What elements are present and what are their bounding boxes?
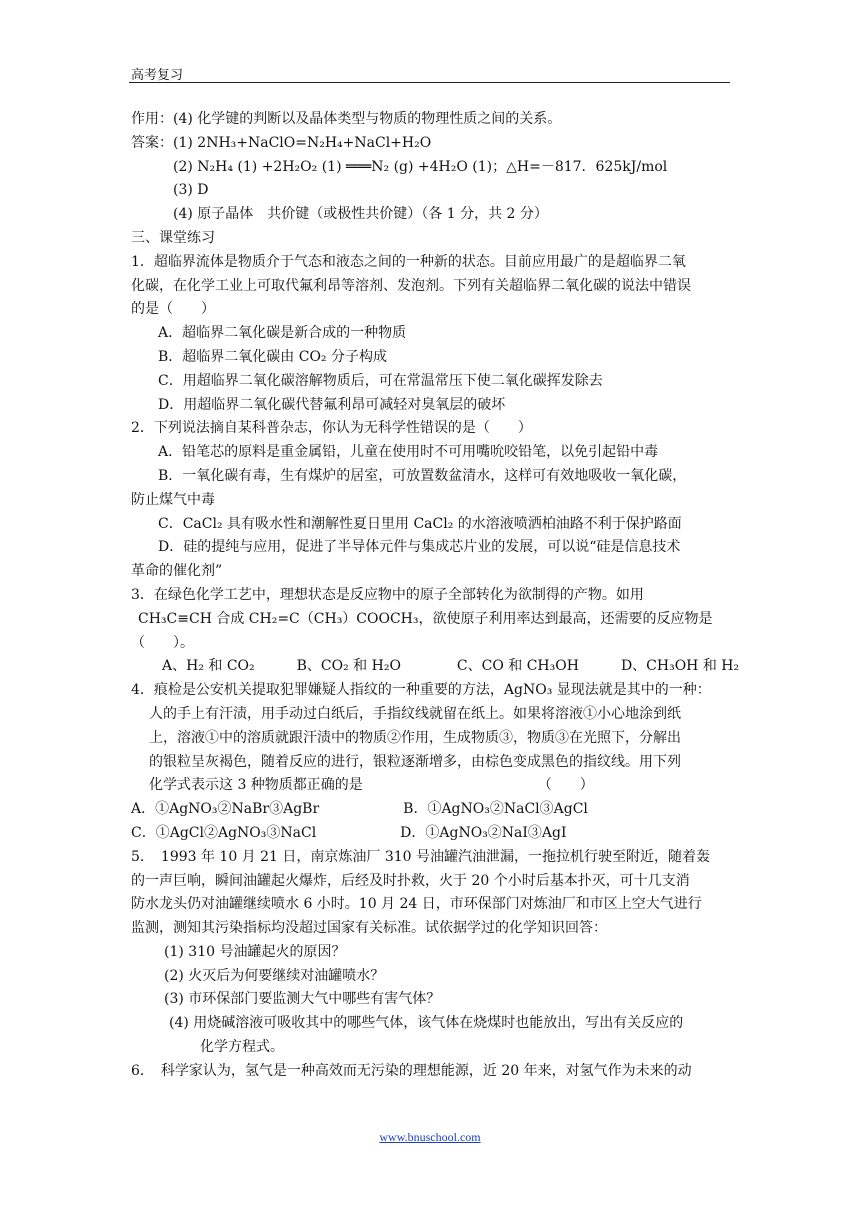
document-body — [131, 108, 740, 1084]
option-line: A．铅笔芯的原料是重金属铅，儿童在使用时不可用嘴吮咬铅笔，以免引起铅中毒 — [158, 444, 659, 461]
text-line: CH₃C≡CH 合成 CH₂=C（CH₃）COOCH₃，欲使原子利用率达到最高，还需要的反应物是 — [138, 610, 713, 627]
option-line: A．①AgNO₃②NaBr③AgBr B．①AgNO₃②NaCl③AgCl — [131, 801, 588, 818]
text-line: 化学式表示这 3 种物质都正确的是 （ ） — [149, 777, 594, 794]
text-line: 革命的催化剂” — [131, 563, 223, 580]
text-line: (3) D — [173, 182, 209, 199]
text-line: 人的手上有汗渍，用手动过白纸后，手指纹线就留在纸上。如果将溶液①小心地涂到纸 — [149, 705, 681, 722]
sub-question: (2) 火灭后为何要继续对油罐喷水？ — [164, 967, 385, 984]
option-line: B．超临界二氧化碳由 CO₂ 分子构成 — [158, 348, 387, 365]
question-2: 2．下列说法摘自某科普杂志，你认为无科学性错误的是（ ） — [131, 420, 532, 437]
text-line: 化学方程式。 — [200, 1039, 284, 1056]
option-line: D．硅的提纯与应用，促进了半导体元件与集成芯片业的发展，可以说“硅是信息技术 — [158, 539, 681, 556]
sub-question: (4) 用烧碱溶液可吸收其中的哪些气体，该气体在烧煤时也能放出，写出有关反应的 — [169, 1015, 684, 1032]
question-1: 1．超临界流体是物质介于气态和液态之间的一种新的状态。目前应用最广的是超临界二氧 — [131, 253, 686, 270]
question-5: 5． 1993 年 10 月 21 日，南京炼油厂 310 号油罐汽油泄漏，一拖拉机行驶至附近，随着轰 — [131, 848, 711, 865]
text-line: 的一声巨响，瞬间油罐起火爆炸，后经及时扑救，火于 20 个小时后基本扑灭，可十几支消 — [131, 872, 690, 889]
question-6: 6． 科学家认为，氢气是一种高效而无污染的理想能源，近 20 年来，对氢气作为未来的动 — [131, 1062, 692, 1079]
option-line: C．①AgCl②AgNO₃③NaCl D．①AgNO₃②NaI③AgI — [131, 824, 567, 841]
sub-question: (1) 310 号油罐起火的原因？ — [164, 943, 346, 960]
option-line: D．用超临界二氧化碳代替氟利昂可减轻对臭氧层的破坏 — [158, 396, 506, 413]
text-line: （ ）。 — [131, 634, 194, 651]
text-line: 防止煤气中毒 — [131, 491, 215, 508]
text-line: 的是（ ） — [131, 301, 215, 318]
text-line: 防水龙头仍对油罐继续喷水 6 小时。10 月 24 日，市环保部门对炼油厂和市区上空大气进行 — [131, 896, 702, 913]
footer-link[interactable]: www.bnuschool.com — [379, 1130, 481, 1144]
text-line: (4) 原子晶体 共价键（或极性共价键）（各 1 分，共 2 分） — [173, 206, 548, 223]
text-line: (2) N₂H₄ (1) +2H₂O₂ (1) ═══N₂ (g) +4H₂O (1)；△H=－817．625kJ/mol — [173, 158, 668, 175]
question-4: 4．痕检是公安机关提取犯罪嫌疑人指纹的一种重要的方法，AgNO₃ 显现法就是其中的一种： — [131, 682, 711, 699]
option-line: A、H₂ 和 CO₂ B、CO₂ 和 H₂O C、CO 和 CH₃OH D、CH₃OH 和 H₂ — [162, 658, 740, 675]
text-line: 作用：(4) 化学键的判断以及晶体类型与物质的物理性质之间的关系。 — [131, 111, 562, 127]
text-line: 上，溶液①中的溶质就跟汗渍中的物质②作用，生成物质③，物质③在光照下，分解出 — [149, 729, 681, 746]
option-line: C．用超临界二氧化碳溶解物质后，可在常温常压下使二氧化碳挥发除去 — [158, 372, 603, 389]
option-line: B．一氧化碳有毒，生有煤炉的居室，可放置数盆清水，这样可有效地吸收一氧化碳， — [158, 467, 687, 484]
section-heading: 三、课堂练习 — [131, 229, 215, 246]
option-line: A．超临界二氧化碳是新合成的一种物质 — [158, 325, 407, 342]
header-divider — [129, 82, 730, 83]
text-line: 监测，测知其污染指标均没超过国家有关标准。试依据学过的化学知识回答： — [131, 920, 607, 937]
text-line: 的银粒呈灰褐色，随着反应的进行，银粒逐渐增多，由棕色变成黑色的指纹线。用下列 — [149, 753, 681, 770]
text-line: 化碳，在化学工业上可取代氟利昂等溶剂、发泡剂。下列有关超临界二氧化碳的说法中错误 — [131, 277, 691, 294]
text-line: 答案：(1) 2NH₃+NaClO=N₂H₄+NaCl+H₂O — [131, 134, 432, 151]
question-3: 3．在绿色化学工艺中，理想状态是反应物中的原子全部转化为欲制得的产物。如用 — [131, 586, 644, 603]
option-line: C．CaCl₂ 具有吸水性和潮解性夏日里用 CaCl₂ 的水溶液喷洒柏油路不利于保护路面 — [158, 515, 682, 532]
header-title: 高考复习 — [131, 68, 184, 83]
sub-question: (3) 市环保部门要监测大气中哪些有害气体？ — [164, 991, 441, 1008]
